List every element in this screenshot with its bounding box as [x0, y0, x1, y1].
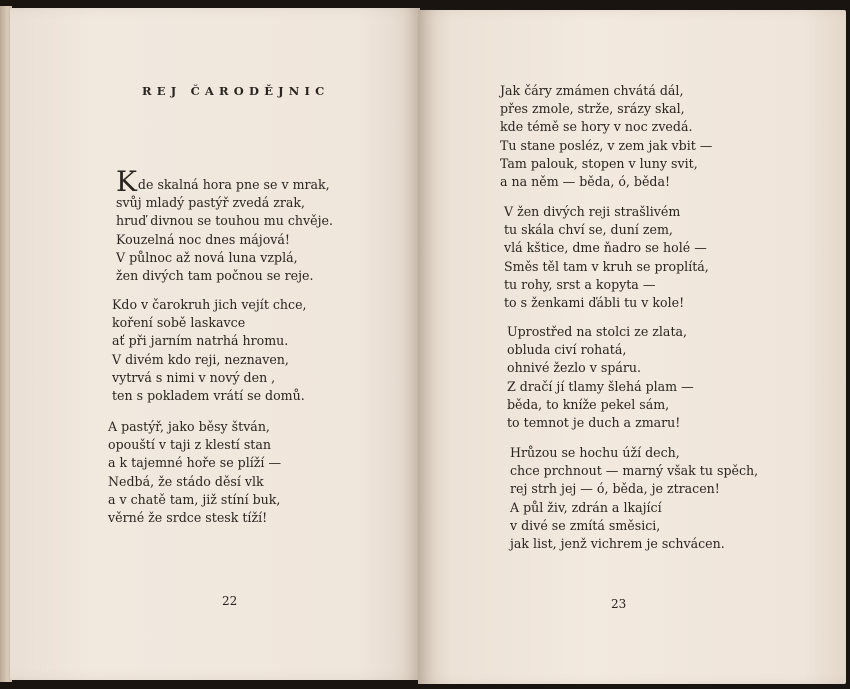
verse-line: Z dračí jí tlamy šlehá plam — — [507, 378, 694, 394]
verse-line: a na něm — běda, ó, běda! — [500, 174, 671, 190]
verse-line: Kdo v čarokruh jich vejít chce, — [112, 297, 307, 312]
right-stanza-2 — [504, 203, 709, 312]
verse-line: rej strh jej — ó, běda, je ztracen! — [510, 481, 720, 497]
right-stanza-3 — [507, 323, 694, 432]
verse-line: V divém kdo reji, neznaven, — [112, 351, 289, 367]
verse-line: věrné že srdce stesk tíží! — [108, 510, 268, 526]
verse-line: ohnivé žezlo v spáru. — [507, 360, 642, 376]
right-page — [418, 10, 846, 684]
verse-line: žen divých tam počnou se reje. — [116, 268, 314, 284]
verse-line: ten s pokladem vrátí se domů. — [112, 388, 305, 404]
page-number-right: 23 — [611, 597, 627, 611]
verse-line: obluda civí rohatá, — [507, 342, 627, 358]
verse-line: a k tajemné hoře se plíží — — [108, 455, 282, 471]
verse-line: to temnot je duch a zmaru! — [507, 415, 681, 431]
verse-line: a v chatě tam, již stíní buk, — [108, 491, 281, 507]
left-stanza-2 — [112, 296, 307, 405]
verse-line: V žen divých reji strašlivém — [504, 204, 681, 219]
verse-line: opouští v taji z klestí stan — [108, 437, 271, 453]
verse-line — [116, 165, 333, 198]
verse-line: přes zmole, strže, srázy skal, — [500, 101, 685, 117]
right-stanza-4 — [510, 444, 758, 553]
verse-line: Hrůzou se hochu úží dech, — [510, 445, 680, 460]
drop-cap: K — [116, 165, 137, 198]
verse-line: Tu stane posléz, v zem jak vbit — — [500, 137, 713, 153]
verse-line: ať při jarním natrhá hromu. — [112, 333, 289, 349]
verse-line: běda, to kníže pekel sám, — [507, 396, 670, 412]
verse-line: Jak čáry zmámen chvátá dál, — [500, 83, 684, 98]
verse-line: tu skála chví se, duní zem, — [504, 222, 673, 238]
verse-line: Uprostřed na stolci ze zlata, — [507, 324, 688, 339]
verse-line: A půl živ, zdrán a lkající — [510, 499, 662, 515]
right-stanza-1 — [500, 82, 712, 191]
verse-line: hruď divnou se touhou mu chvěje. — [116, 213, 333, 229]
verse-line: jak list, jenž vichrem je schvácen. — [510, 536, 725, 552]
verse-line: Kouzelná noc dnes májová! — [116, 231, 290, 247]
verse-line: Nedbá, že stádo děsí vlk — [108, 473, 264, 489]
verse-line: koření sobě laskavce — [112, 315, 246, 331]
verse-line: A pastýř, jako běsy štván, — [108, 419, 270, 434]
verse-line: Směs těl tam v kruh se proplítá, — [504, 258, 709, 274]
verse-line: svůj mladý pastýř zvedá zrak, — [116, 195, 306, 211]
verse-line: vytrvá s nimi v nový den , — [112, 369, 276, 385]
left-page — [10, 8, 420, 680]
verse-line: V půlnoc až nová luna vzplá, — [116, 249, 298, 265]
verse-line: tu rohy, srst a kopyta — — [504, 276, 656, 292]
verse-line: to s ženkami ďábli tu v kole! — [504, 295, 685, 311]
verse-line: kde témě se hory v noc zvedá. — [500, 119, 693, 135]
left-stanza-1 — [116, 165, 333, 285]
verse-line: chce prchnout — marný však tu spěch, — [510, 463, 759, 479]
verse-line: vlá kštice, dme ňadro se holé — — [504, 240, 707, 256]
verse-line: Tam palouk, stopen v luny svit, — [500, 155, 698, 171]
verse-line: v divé se zmítá směsici, — [510, 517, 661, 533]
poem-title: REJ ČARODĚJNIC — [142, 84, 330, 98]
verse-text: de skalná hora pne se v mrak, — [137, 177, 330, 192]
page-number-left: 22 — [222, 594, 238, 608]
left-stanza-3 — [108, 418, 281, 527]
